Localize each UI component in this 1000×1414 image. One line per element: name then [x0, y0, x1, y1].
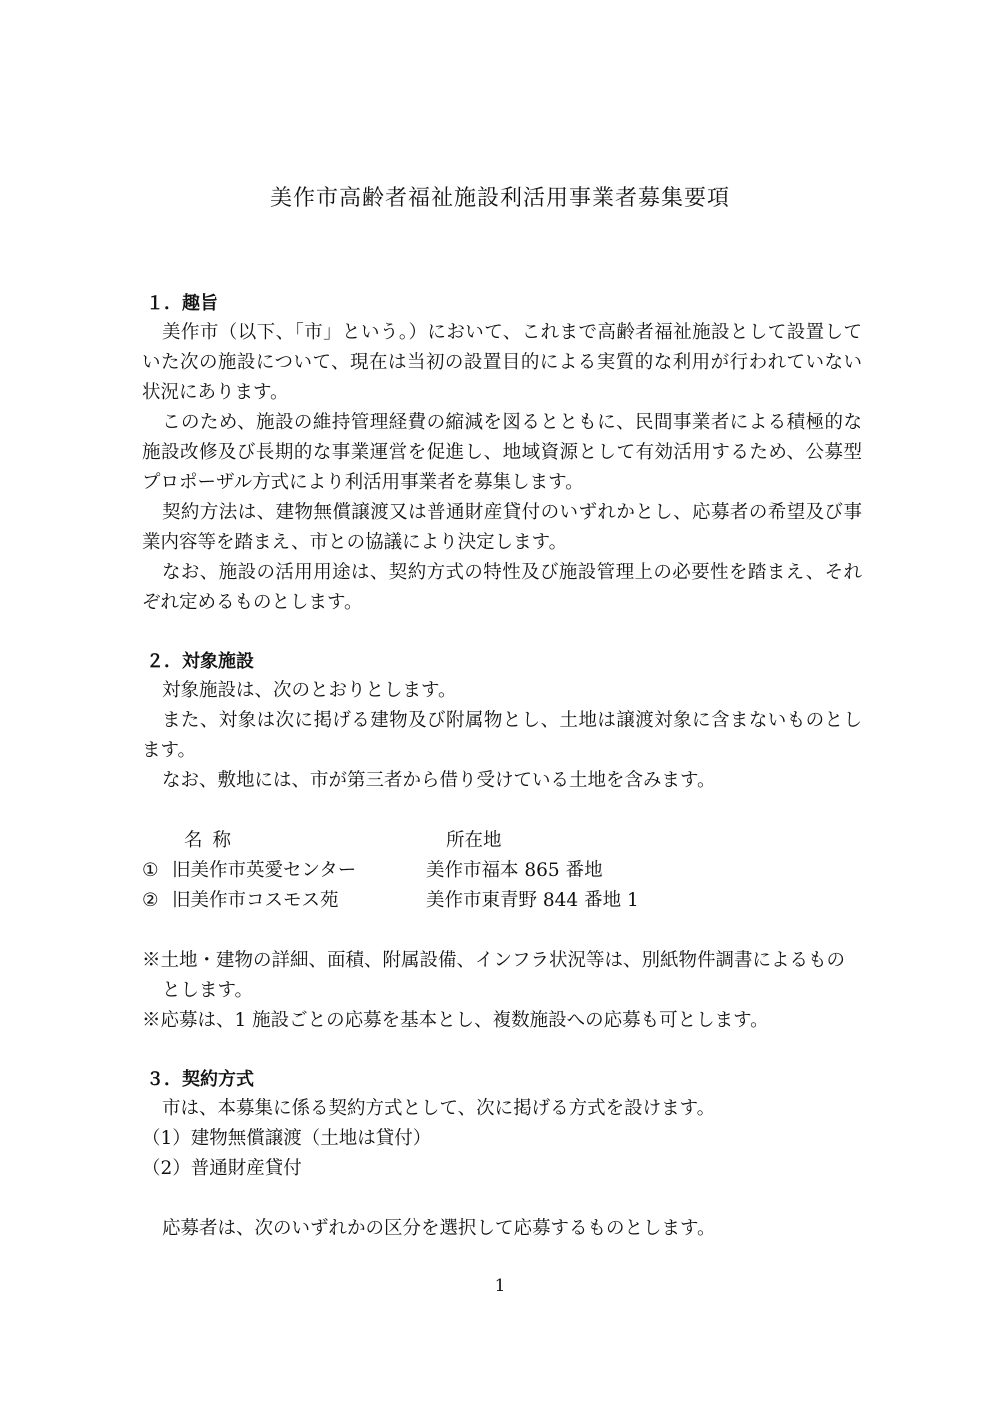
section2-note-2: ※応募は、1 施設ごとの応募を基本とし、複数施設への応募も可とします。: [142, 1010, 769, 1031]
page-title: 美作市高齢者福祉施設利活用事業者募集要項: [269, 186, 730, 211]
facility-col-name: 名称: [184, 830, 242, 851]
facility-col-location: 所在地: [446, 830, 502, 851]
section3-heading: ３．契約方式: [146, 1069, 254, 1090]
section1-paragraph-4: なお、施設の活用用途は、契約方式の特性及び施設管理上の必要性を踏まえ、それぞれ定めるものとします。: [142, 562, 862, 613]
facility-name: 旧美作市英愛センター: [172, 860, 357, 881]
section2-paragraph-2: また、対象は次に掲げる建物及び附属物とし、土地は譲渡対象に含まないものとします。: [142, 710, 862, 761]
section1-paragraph-1: 美作市（以下、「市」という。）において、これまで高齢者福祉施設として設置していた次の施設について、現在は当初の設置目的による実質的な利用が行われていない状況にあります。: [142, 322, 862, 403]
section1-heading: １．趣旨: [146, 293, 218, 314]
document-body: [142, 290, 862, 1244]
facility-number: ①: [142, 860, 159, 881]
facility-table-header: [142, 826, 862, 856]
section1-paragraph-3: 契約方法は、建物無償譲渡又は普通財産貸付のいずれかとし、応募者の希望及び事業内容等を踏まえ、市との協議により決定します。: [142, 502, 862, 553]
facility-location: 美作市東青野 844 番地 1: [426, 890, 639, 911]
section2-paragraph-3: なお、敷地には、市が第三者から借り受けている土地を含みます。: [162, 770, 716, 791]
section3-closing: 応募者は、次のいずれかの区分を選択して応募するものとします。: [162, 1218, 716, 1239]
facility-number: ②: [142, 890, 159, 911]
table-row: [142, 886, 862, 916]
contract-method-1: （1）建物無償譲渡（土地は貸付）: [142, 1128, 432, 1149]
table-row: [142, 856, 862, 886]
section3-intro: 市は、本募集に係る契約方式として、次に掲げる方式を設けます。: [162, 1098, 716, 1119]
section2-heading: ２．対象施設: [146, 651, 254, 672]
section1-paragraph-2: このため、施設の維持管理経費の縮減を図るとともに、民間事業者による積極的な施設改修及び長期的な事業運営を促進し、地域資源として有効活用するため、公募型プロポーザル方式により利活用事業者を募集します。: [142, 412, 862, 493]
facility-name: 旧美作市コスモス苑: [172, 890, 339, 911]
section2-paragraph-1: 対象施設は、次のとおりとします。: [162, 680, 457, 701]
page-number: 1: [494, 1276, 506, 1296]
facility-location: 美作市福本 865 番地: [426, 860, 603, 881]
section2-note-1: ※土地・建物の詳細、面積、附属設備、インフラ状況等は、別紙物件調書によるものとします。: [142, 950, 846, 1001]
contract-method-2: （2）普通財産貸付: [142, 1158, 302, 1179]
